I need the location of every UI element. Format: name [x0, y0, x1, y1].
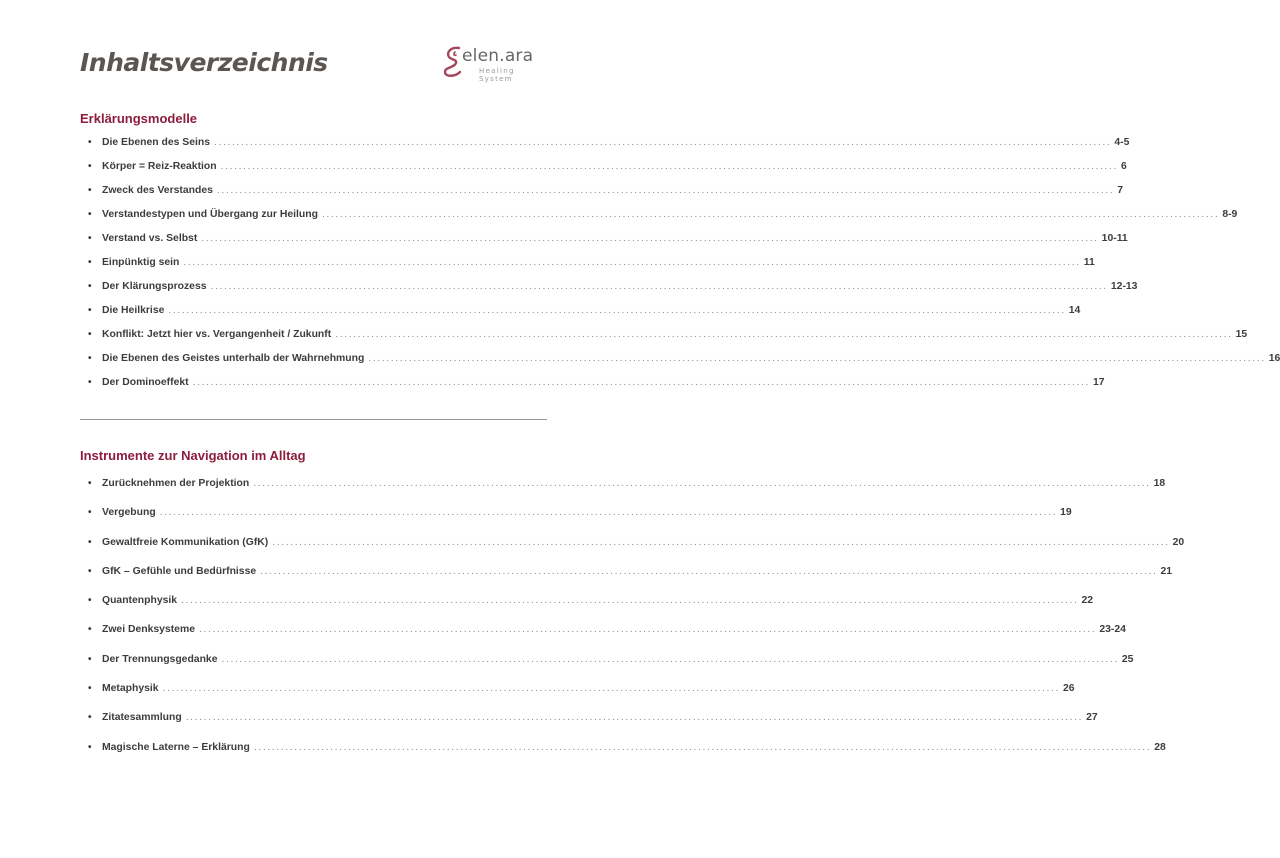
toc-entry[interactable]: [88, 624, 1126, 653]
toc-entry-page: 17: [1092, 377, 1105, 388]
dot-leader: ........................................................................................................................................................................................................: [368, 353, 1266, 364]
dot-leader: ........................................................................................................................................................................................................: [214, 137, 1112, 148]
dot-leader: ........................................................................................................................................................................................................: [220, 161, 1118, 172]
toc-entry-label[interactable]: Die Heilkrise: [102, 305, 165, 316]
bullet-icon: •: [88, 712, 92, 724]
dot-leader: ........................................................................................................................................................................................................: [181, 595, 1079, 607]
toc-entry-page: 7: [1117, 185, 1124, 196]
toc-list-erklaerungsmodelle: [88, 137, 1280, 401]
toc-entry-label[interactable]: Die Ebenen des Geistes unterhalb der Wahrnehmung: [102, 353, 365, 364]
dot-leader: ........................................................................................................................................................................................................: [192, 377, 1090, 388]
dot-leader: ........................................................................................................................................................................................................: [253, 478, 1151, 489]
toc-entry[interactable]: [88, 257, 1095, 281]
dot-leader: ........................................................................................................................................................................................................: [335, 329, 1233, 340]
toc-entry[interactable]: [88, 565, 1173, 595]
bullet-icon: •: [88, 137, 92, 148]
section-divider: [80, 419, 547, 420]
bullet-icon: •: [88, 478, 92, 489]
toc-entry-label[interactable]: Quantenphysik: [102, 595, 178, 607]
toc-entry[interactable]: [88, 683, 1075, 712]
toc-entry-label[interactable]: Zweck des Verstandes: [102, 185, 213, 196]
toc-entry-label[interactable]: Vergebung: [102, 507, 156, 519]
bullet-icon: •: [88, 624, 92, 636]
toc-entry-page: 16: [1268, 353, 1280, 364]
toc-entry-page: 8-9: [1222, 209, 1238, 220]
toc-entry-label[interactable]: Der Dominoeffekt: [102, 377, 189, 388]
dot-leader: ........................................................................................................................................................................................................: [272, 536, 1170, 548]
dot-leader: ........................................................................................................................................................................................................: [260, 565, 1158, 577]
dot-leader: ........................................................................................................................................................................................................: [185, 712, 1084, 724]
toc-entry-page: 20: [1172, 536, 1185, 548]
toc-entry-page: 27: [1086, 712, 1098, 724]
bullet-icon: •: [88, 741, 92, 753]
toc-entry-label[interactable]: Zwei Denksysteme: [102, 624, 195, 636]
toc-entry-label[interactable]: Gewaltfreie Kommunikation (GfK): [102, 536, 269, 548]
toc-entry-page: 21: [1160, 565, 1173, 577]
toc-entry[interactable]: [88, 712, 1098, 741]
toc-entry[interactable]: [88, 185, 1124, 209]
toc-entry-page: 25: [1121, 653, 1134, 665]
toc-entry-label[interactable]: Metaphysik: [102, 683, 159, 695]
toc-entry-label[interactable]: Zitatesammlung: [102, 712, 182, 724]
toc-entry[interactable]: [88, 329, 1248, 353]
bullet-icon: •: [88, 683, 92, 695]
toc-entry-label[interactable]: Zurücknehmen der Projektion: [102, 478, 250, 489]
toc-entry-label[interactable]: Körper = Reiz-Reaktion: [102, 161, 217, 172]
toc-entry[interactable]: [88, 595, 1093, 624]
bullet-icon: •: [88, 329, 92, 340]
dot-leader: ........................................................................................................................................................................................................: [168, 305, 1066, 316]
toc-entry[interactable]: [88, 209, 1238, 233]
toc-entry-page: 23-24: [1099, 624, 1126, 636]
bullet-icon: •: [88, 507, 92, 519]
toc-entry[interactable]: [88, 507, 1072, 536]
toc-entry[interactable]: [88, 653, 1134, 683]
bullet-icon: •: [88, 377, 92, 388]
toc-entry[interactable]: [88, 233, 1128, 257]
toc-entry-label[interactable]: Verstandestypen und Übergang zur Heilung: [102, 209, 318, 220]
logo-swirl-icon: [442, 44, 464, 78]
logo-tagline: Healing System: [479, 67, 515, 83]
bullet-icon: •: [88, 536, 92, 548]
brand-logo: [442, 44, 552, 83]
toc-list-instrumente: [88, 478, 1185, 771]
dot-leader: ........................................................................................................................................................................................................: [198, 624, 1097, 636]
page-title: Inhaltsverzeichnis: [80, 48, 328, 77]
bullet-icon: •: [88, 281, 92, 292]
toc-entry-page: 22: [1081, 595, 1093, 607]
toc-entry[interactable]: [88, 377, 1105, 401]
toc-entry-label[interactable]: Der Trennungsgedanke: [102, 653, 218, 665]
toc-entry-page: 12-13: [1110, 281, 1138, 292]
toc-entry[interactable]: [88, 305, 1081, 329]
toc-entry-label[interactable]: Magische Laterne – Erklärung: [102, 741, 250, 753]
toc-entry-label[interactable]: Der Klärungsprozess: [102, 281, 207, 292]
toc-entry-label[interactable]: Verstand vs. Selbst: [102, 233, 198, 244]
bullet-icon: •: [88, 353, 92, 364]
bullet-icon: •: [88, 305, 92, 316]
dot-leader: ........................................................................................................................................................................................................: [159, 507, 1058, 519]
toc-entry[interactable]: [88, 478, 1166, 507]
section-heading-instrumente: Instrumente zur Navigation im Alltag: [80, 448, 306, 463]
toc-entry-page: 18: [1153, 478, 1166, 489]
toc-entry[interactable]: [88, 741, 1166, 771]
dot-leader: ........................................................................................................................................................................................................: [210, 281, 1108, 292]
toc-entry[interactable]: [88, 137, 1130, 161]
toc-entry-label[interactable]: GfK – Gefühle und Bedürfnisse: [102, 565, 257, 577]
dot-leader: ........................................................................................................................................................................................................: [221, 653, 1119, 665]
toc-entry-page: 28: [1154, 741, 1166, 753]
toc-entry-page: 6: [1121, 161, 1127, 172]
toc-entry[interactable]: [88, 281, 1138, 305]
logo-name: elen.ara: [462, 46, 534, 66]
bullet-icon: •: [88, 161, 92, 172]
dot-leader: ........................................................................................................................................................................................................: [216, 185, 1115, 196]
dot-leader: ........................................................................................................................................................................................................: [201, 233, 1099, 244]
toc-entry-page: 14: [1068, 305, 1081, 316]
section-heading-erklaerungsmodelle: Erklärungsmodelle: [80, 111, 198, 126]
toc-entry-label[interactable]: Einpünktig sein: [102, 257, 180, 268]
toc-entry[interactable]: [88, 161, 1127, 185]
bullet-icon: •: [88, 185, 92, 196]
bullet-icon: •: [88, 595, 92, 607]
bullet-icon: •: [88, 233, 92, 244]
toc-entry-page: 19: [1060, 507, 1072, 519]
toc-entry-page: 11: [1083, 257, 1095, 268]
toc-entry-page: 15: [1235, 329, 1248, 340]
dot-leader: ........................................................................................................................................................................................................: [253, 741, 1152, 753]
dot-leader: ........................................................................................................................................................................................................: [321, 209, 1220, 220]
dot-leader: ........................................................................................................................................................................................................: [162, 683, 1060, 695]
toc-entry-page: 4-5: [1114, 137, 1130, 148]
toc-entry-label[interactable]: Konflikt: Jetzt hier vs. Vergangenheit / Zukunft: [102, 329, 332, 340]
bullet-icon: •: [88, 565, 92, 577]
bullet-icon: •: [88, 257, 92, 268]
toc-entry-page: 26: [1062, 683, 1075, 695]
toc-entry-label[interactable]: Die Ebenen des Seins: [102, 137, 210, 148]
dot-leader: ........................................................................................................................................................................................................: [183, 257, 1081, 268]
toc-entry[interactable]: [88, 536, 1185, 566]
bullet-icon: •: [88, 653, 92, 665]
bullet-icon: •: [88, 209, 92, 220]
toc-entry[interactable]: [88, 353, 1280, 377]
toc-entry-page: 10-11: [1101, 233, 1128, 244]
